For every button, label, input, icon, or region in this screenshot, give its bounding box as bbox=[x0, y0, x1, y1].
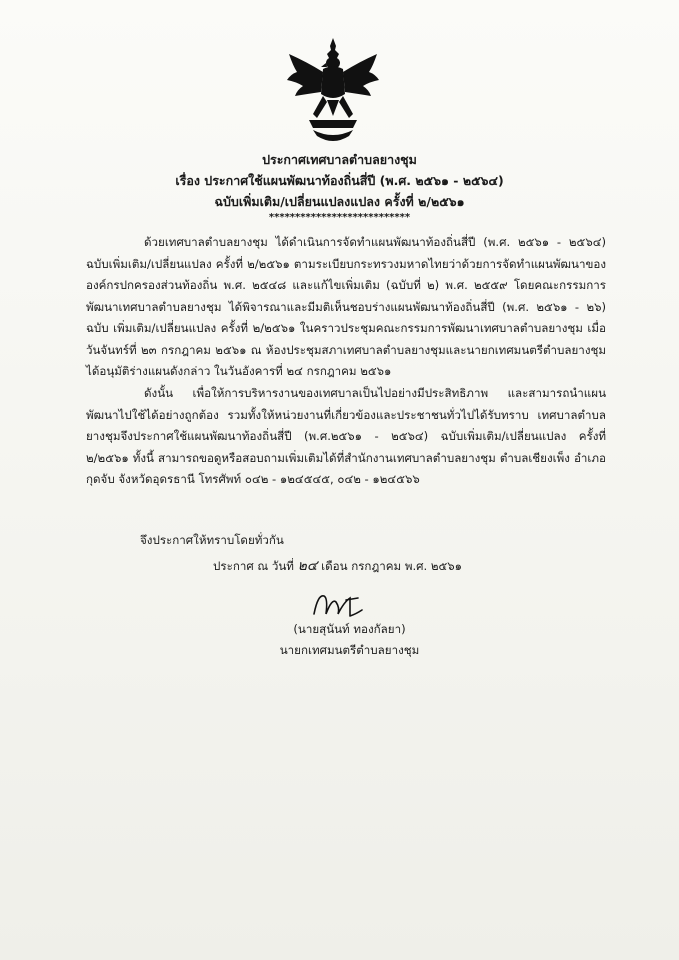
signatory-name: (นายสุนันท์ ทองกัลยา) bbox=[293, 622, 406, 636]
closing-statement: จึงประกาศให้ทราบโดยทั่วกัน bbox=[140, 533, 284, 547]
garuda-emblem-icon bbox=[283, 36, 383, 148]
dated-prefix: ประกาศ ณ วันที่ bbox=[213, 559, 294, 573]
announcement-edition: ฉบับเพิ่มเติม/เปลี่ยนแปลงแปลง ครั้งที่ ๒/๒๕๖๑ bbox=[214, 194, 465, 209]
dated-suffix: เดือน กรกฎาคม พ.ศ. ๒๕๖๑ bbox=[321, 559, 463, 573]
header-separator: *************************** bbox=[268, 212, 411, 223]
announcement-org: ประกาศเทศบาลตำบลยางชุม bbox=[262, 152, 417, 167]
signatory-position: นายกเทศมนตรีตำบลยางชุม bbox=[279, 643, 420, 657]
dated-line bbox=[213, 555, 462, 577]
handwritten-day: ๒๔ bbox=[297, 558, 318, 574]
body-paragraph-2: ดังนั้น เพื่อให้การบริหารงานของเทศบาลเป็นไปอย่างมีประสิทธิภาพ และสามารถนำแผนพัฒนาไปใช้ได้อย่างถูกต้อง รวมทั้งให้หน่วยงานที่เกี่ยวข้องและประชาชนทั่วไปได้รับทราบ เทศบาลตำบลยางชุมจึงประกาศใช้แผนพัฒนาท้องถิ่นสี่ปี (พ.ศ.๒๕๖๑ - ๒๕๖๔) ฉบับเพิ่มเติม/เปลี่ยนแปลง ครั้งที่ ๒/๒๕๖๑ ทั้งนี้ สามารถขอดูหรือสอบถามเพิ่มเติมได้ที่สำนักงานเทศบาลตำบลยางชุม ตำบลเชียงเพ็ง อำเภอกุดจับ จังหวัดอุดรธานี โทรศัพท์ ๐๔๒ - ๑๒๔๕๔๕, ๐๔๒ - ๑๒๔๕๖๖ bbox=[86, 386, 606, 486]
body-paragraph-1: ด้วยเทศบาลตำบลยางชุม ได้ดำเนินการจัดทำแผนพัฒนาท้องถิ่นสี่ปี (พ.ศ. ๒๕๖๑ - ๒๕๖๔) ฉบับเพิ่มเติม/เปลี่ยนแปลง ครั้งที่ ๒/๒๕๖๑ ตามระเบียบกระทรวงมหาดไทยว่าด้วยการจัดทำแผนพัฒนาขององค์กรปกครองส่วนท้องถิ่น พ.ศ. ๒๕๔๘ และแก้ไขเพิ่มเติม (ฉบับที่ ๒) พ.ศ. ๒๕๕๙ โดยคณะกรรมการพัฒนาเทศบาลตำบลยางชุม ได้พิจารณาและมีมติเห็นชอบร่างแผนพัฒนาท้องถิ่นสี่ปี (พ.ศ. ๒๕๖๑ - ๒๖) ฉบับ เพิ่มเติม/เปลี่ยนแปลง ครั้งที่ ๒/๒๕๖๑ ในคราวประชุมคณะกรรมการพัฒนาเทศบาลตำบลยางชุม เมื่อวันจันทร์ที่ ๒๓ กรกฎาคม ๒๕๖๑ ณ ห้องประชุมสภาเทศบาลตำบลยางชุมและนายกเทศมนตรีตำบลยางชุมได้อนุมัติร่างแผนดังกล่าว ในวันอังคารที่ ๒๔ กรกฎาคม ๒๕๖๑ bbox=[86, 235, 606, 378]
announcement-subject: เรื่อง ประกาศใช้แผนพัฒนาท้องถิ่นสี่ปี (พ.ศ. ๒๕๖๑ - ๒๕๖๔) bbox=[175, 173, 504, 188]
signature-icon bbox=[306, 588, 376, 620]
